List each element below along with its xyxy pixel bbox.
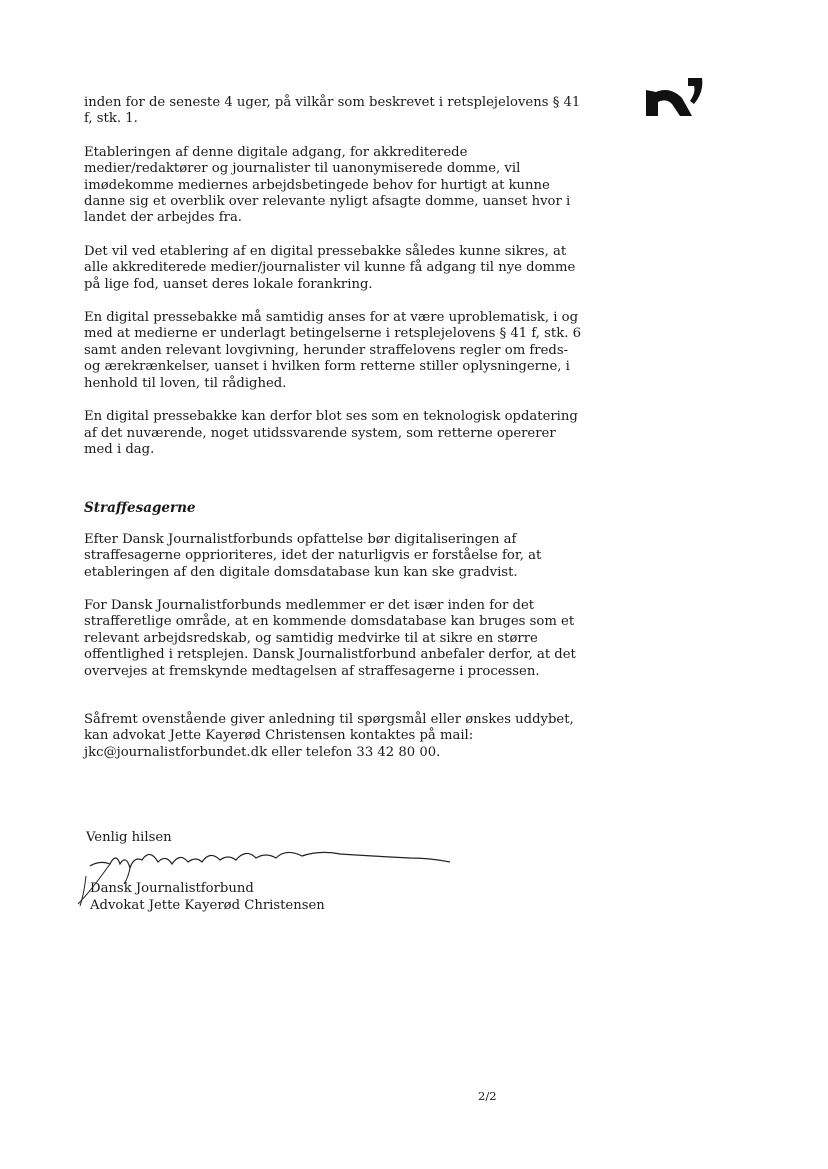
paragraph-4: En digital pressebakke må samtidig anses for at være uproblematisk, i og med at medierne er underlagt betingelserne i retsplejelovens § 41 f, stk. 6 samt anden relevant lovgivning, herunder straffelovens regler om freds- og ærekrænkelser, uanset i hvilken form retterne stiller oplysningerne, i henhold til loven, til rådighed.	[84, 310, 581, 391]
signature-block	[90, 880, 325, 914]
dansk-journalistforbund-logo	[644, 74, 706, 118]
section-paragraph-2: For Dansk Journalistforbunds medlemmer er det især inden for det strafferetlige område, at en kommende domsdatabase kan bruges som et relevant arbejdsredskab, og samtidig medvirke til at sikre en større offentlighed i retsplejen. Dansk Journalistforbund anbefaler derfor, at det overvejes at fremskynde medtagelsen af straffesagerne i processen.	[84, 597, 576, 679]
paragraph-5: En digital pressebakke kan derfor blot ses som en teknologisk opdatering af det nuværende, noget utidssvarende system, som retterne opererer med i dag.	[84, 409, 578, 457]
signature-name: Advokat Jette Kayerød Christensen	[90, 898, 325, 913]
contact-paragraph: Såfremt ovenstående giver anledning til spørgsmål eller ønskes uddybet, kan advokat Jette Kayerød Christensen kontaktes på mail: jkc@journalistforbundet.dk eller telefon 33 42 80 00.	[84, 711, 574, 760]
page-number: 2/2	[478, 1089, 497, 1103]
section-heading: Straffesagerne	[84, 500, 196, 517]
paragraph-1: inden for de seneste 4 uger, på vilkår som beskrevet i retsplejelovens § 41 f, stk. 1.	[84, 95, 581, 127]
section-paragraph-1: Efter Dansk Journalistforbunds opfattelse bør digitaliseringen af straffesagerne opprioriteres, idet der naturligvis er forståelse for, at etableringen af den digitale domsdatabase kun kan ske gradvist.	[84, 531, 542, 580]
letter-body	[84, 95, 584, 761]
signature-organisation: Dansk Journalistforbund	[90, 881, 254, 896]
paragraph-2: Etableringen af denne digitale adgang, for akkrediterede medier/redaktører og journalister til uanonymiserede domme, vil imødekomme mediernes arbejdsbetingede behov for hurtigt at kunne danne sig et overblik over relevante nyligt afsagte domme, uanset hvor i landet der arbejdes fra.	[84, 144, 571, 226]
closing-greeting: Venlig hilsen	[86, 830, 172, 845]
paragraph-3: Det vil ved etablering af en digital pressebakke således kunne sikres, at alle akkrediterede medier/journalister vil kunne få adgang til nye domme på lige fod, uanset deres lokale forankring.	[84, 243, 576, 292]
